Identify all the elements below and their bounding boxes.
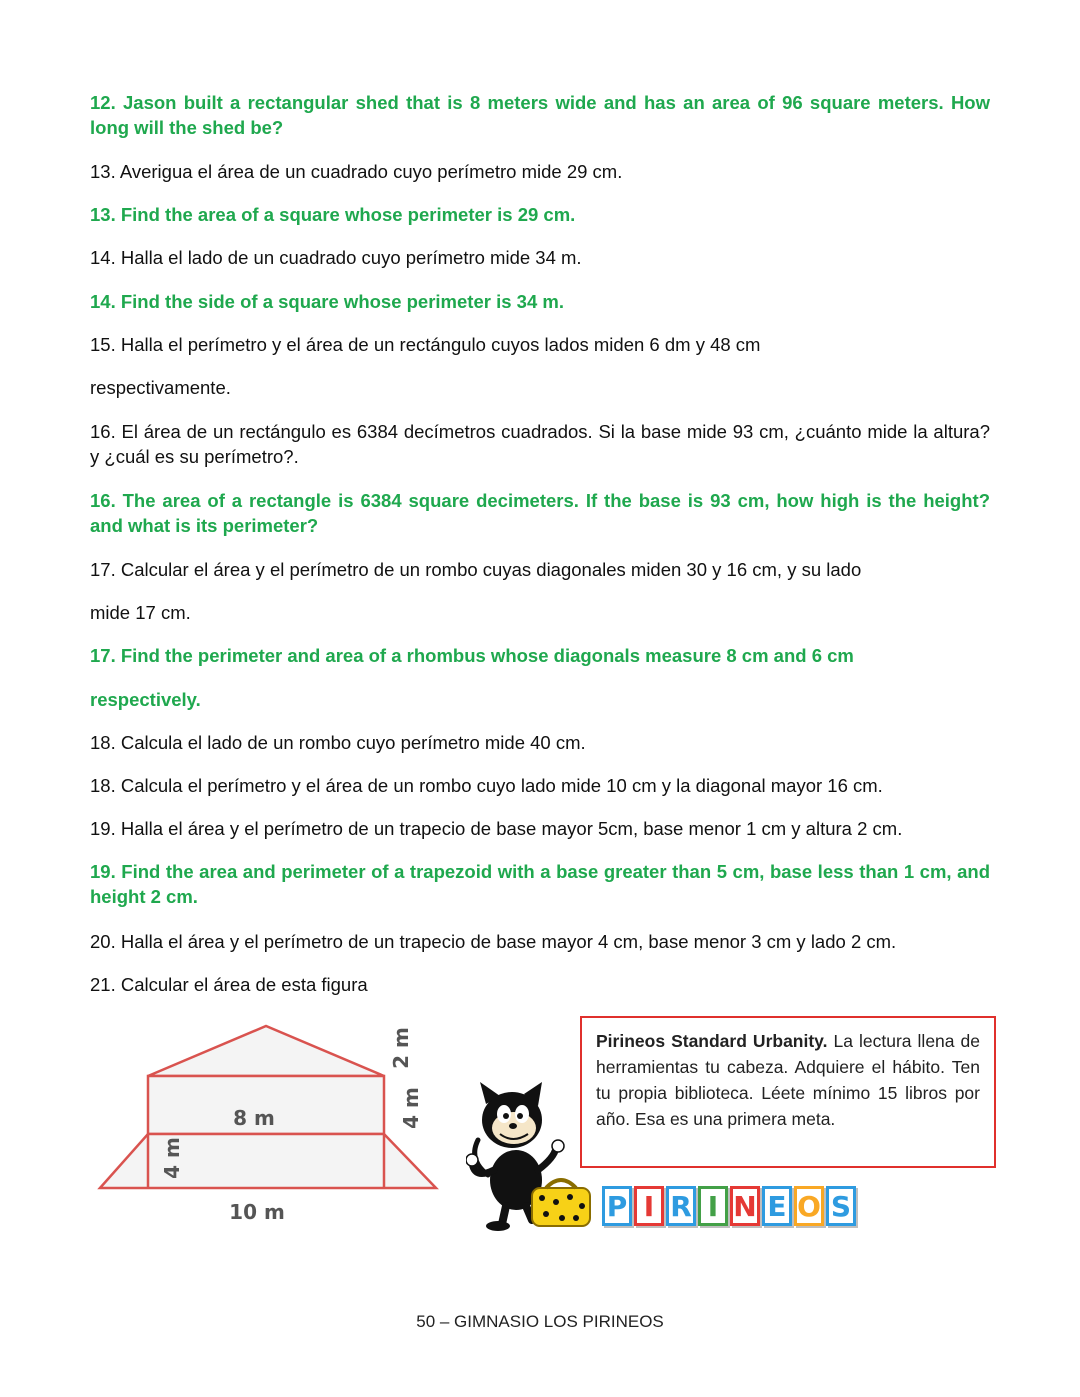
label-bottom-width: 10 m xyxy=(229,1200,285,1224)
logo-letter: I xyxy=(698,1186,728,1226)
exercise-15-es-continued: respectivamente. xyxy=(90,377,231,398)
exercise-15-es: 15. Halla el perímetro y el área de un rectángulo cuyos lados miden 6 dm y 48 cm xyxy=(90,334,761,355)
exercise-17-es-continued: mide 17 cm. xyxy=(90,602,191,623)
composite-figure xyxy=(92,1018,452,1228)
urbanity-title: Pirineos Standard Urbanity xyxy=(596,1031,823,1051)
figure-triangle xyxy=(148,1026,384,1076)
urbanity-note xyxy=(580,1016,996,1168)
urbanity-title-period: . xyxy=(822,1031,828,1051)
exercise-13-en: 13. Find the area of a square whose perimeter is 29 cm. xyxy=(90,204,576,225)
logo-letter: N xyxy=(730,1186,760,1226)
label-top-height: 2 m xyxy=(389,1027,413,1069)
exercise-17-es: 17. Calcular el área y el perímetro de un rombo cuyas diagonales miden 30 y 16 cm, y su lado xyxy=(90,559,862,580)
exercise-12-en: 12. Jason built a rectangular shed that is 8 meters wide and has an area of 96 square meters. How long will the shed be? xyxy=(90,92,990,138)
exercise-17-en: 17. Find the perimeter and area of a rhombus whose diagonals measure 8 cm and 6 cm xyxy=(90,645,854,666)
page-footer: 50 – GIMNASIO LOS PIRINEOS xyxy=(416,1312,664,1331)
exercise-13-es: 13. Averigua el área de un cuadrado cuyo perímetro mide 29 cm. xyxy=(90,161,623,182)
exercise-19-es: 19. Halla el área y el perímetro de un trapecio de base mayor 5cm, base menor 1 cm y altura 2 cm. xyxy=(90,818,903,839)
logo-letter: O xyxy=(794,1186,824,1226)
exercise-16-en: 16. The area of a rectangle is 6384 square decimeters. If the base is 93 cm, how high is the height? and what is its perimeter? xyxy=(90,490,990,536)
logo-letter: P xyxy=(602,1186,632,1226)
cat-mascot-illustration xyxy=(466,1080,598,1232)
exercise-17-en-continued: respectively. xyxy=(90,689,201,710)
urbanity-text: La lectura llena de herramientas tu cabeza. Adquiere el hábito. Ten tu propia biblioteca. Léete mínimo 15 libros por año. Esa es una primera meta. xyxy=(596,1031,980,1129)
exercise-14-en: 14. Find the side of a square whose perimeter is 34 m. xyxy=(90,291,564,312)
exercise-18b-es: 18. Calcula el perímetro y el área de un rombo cuyo lado mide 10 cm y la diagonal mayor 16 cm. xyxy=(90,775,883,796)
logo-letter: E xyxy=(762,1186,792,1226)
logo-letter: R xyxy=(666,1186,696,1226)
figure-trapezoid xyxy=(100,1134,436,1188)
exercise-16-es: 16. El área de un rectángulo es 6384 decímetros cuadrados. Si la base mide 93 cm, ¿cuánto mide la altura? y ¿cuál es su perímetro?. xyxy=(90,421,990,467)
label-middle-width: 8 m xyxy=(233,1106,275,1130)
label-bottom-height: 4 m xyxy=(160,1137,184,1179)
exercise-18a-es: 18. Calcula el lado de un rombo cuyo perímetro mide 40 cm. xyxy=(90,732,586,753)
label-middle-height: 4 m xyxy=(399,1087,423,1129)
exercise-21-es: 21. Calcular el área de esta figura xyxy=(90,974,368,995)
exercise-19-en: 19. Find the area and perimeter of a trapezoid with a base greater than 5 cm, base less than 1 cm, and height 2 cm. xyxy=(90,861,990,907)
logo-letter: S xyxy=(826,1186,856,1226)
logo-letter: I xyxy=(634,1186,664,1226)
exercise-14-es: 14. Halla el lado de un cuadrado cuyo perímetro mide 34 m. xyxy=(90,247,582,268)
pirineos-logo xyxy=(602,1186,856,1232)
exercise-20-es: 20. Halla el área y el perímetro de un trapecio de base mayor 4 cm, base menor 3 cm y lado 2 cm. xyxy=(90,931,897,952)
